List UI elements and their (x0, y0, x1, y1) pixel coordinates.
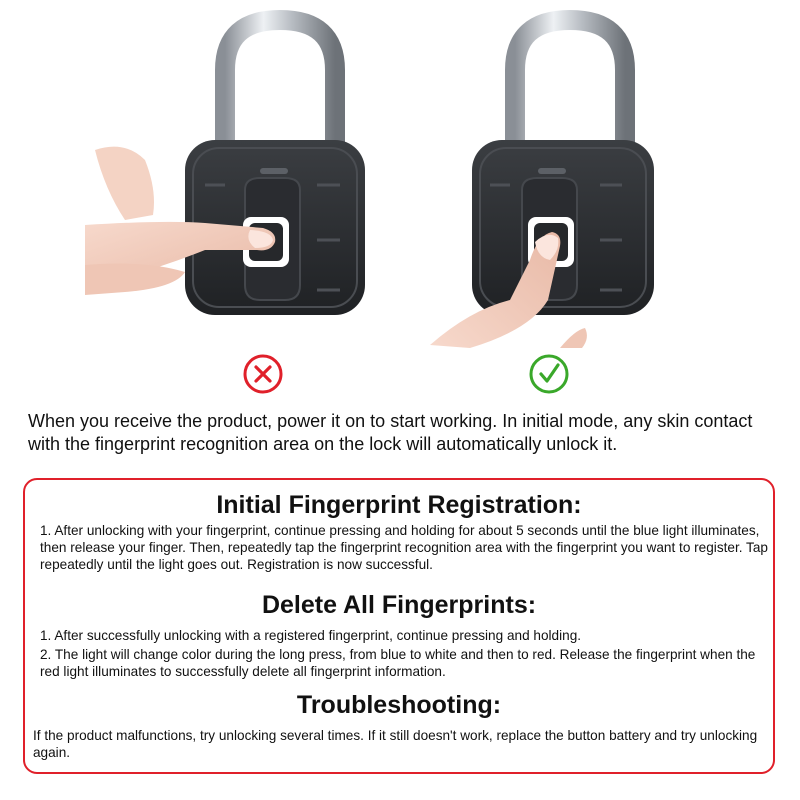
delete-step-2: 2. The light will change color during the long press, from blue to white and then to red. Release the fingerprint when the red light illuminates to successfully delete all fingerprint information. (40, 647, 756, 679)
cross-icon (242, 353, 284, 395)
correct-touch-mark (528, 353, 570, 395)
fingerprint-padlock-wrong-touch-icon (85, 10, 455, 350)
check-icon (528, 353, 570, 395)
instructions-panel (23, 478, 775, 774)
delete-title: Delete All Fingerprints: (261, 591, 537, 619)
registration-step-1: 1. After unlocking with your fingerprint, continue pressing and holding for about 5 seconds until the blue light illuminates, then release your finger. Then, repeatedly tap the fingerprint recognition area with the fingerprint you want to register. Tap repeatedly until the light goes out. Registration is now successful. (40, 523, 768, 572)
wrong-touch-mark (242, 353, 284, 395)
intro-text: When you receive the product, power it on to start working. In initial mode, any skin contact with the fingerprint recognition area on the lock will automatically unlock it. (28, 411, 753, 454)
troubleshooting-text: If the product malfunctions, try unlocking several times. If it still doesn't work, replace the button battery and try unlocking again. (33, 728, 758, 760)
registration-title: Initial Fingerprint Registration: (216, 491, 582, 519)
padlock-correct-touch-illustration (410, 10, 780, 350)
troubleshooting-title: Troubleshooting: (296, 691, 502, 719)
padlock-wrong-touch-illustration (85, 10, 455, 350)
delete-step-1: 1. After successfully unlocking with a registered fingerprint, continue pressing and holding. (40, 628, 582, 643)
fingerprint-padlock-correct-touch-icon (410, 10, 780, 350)
